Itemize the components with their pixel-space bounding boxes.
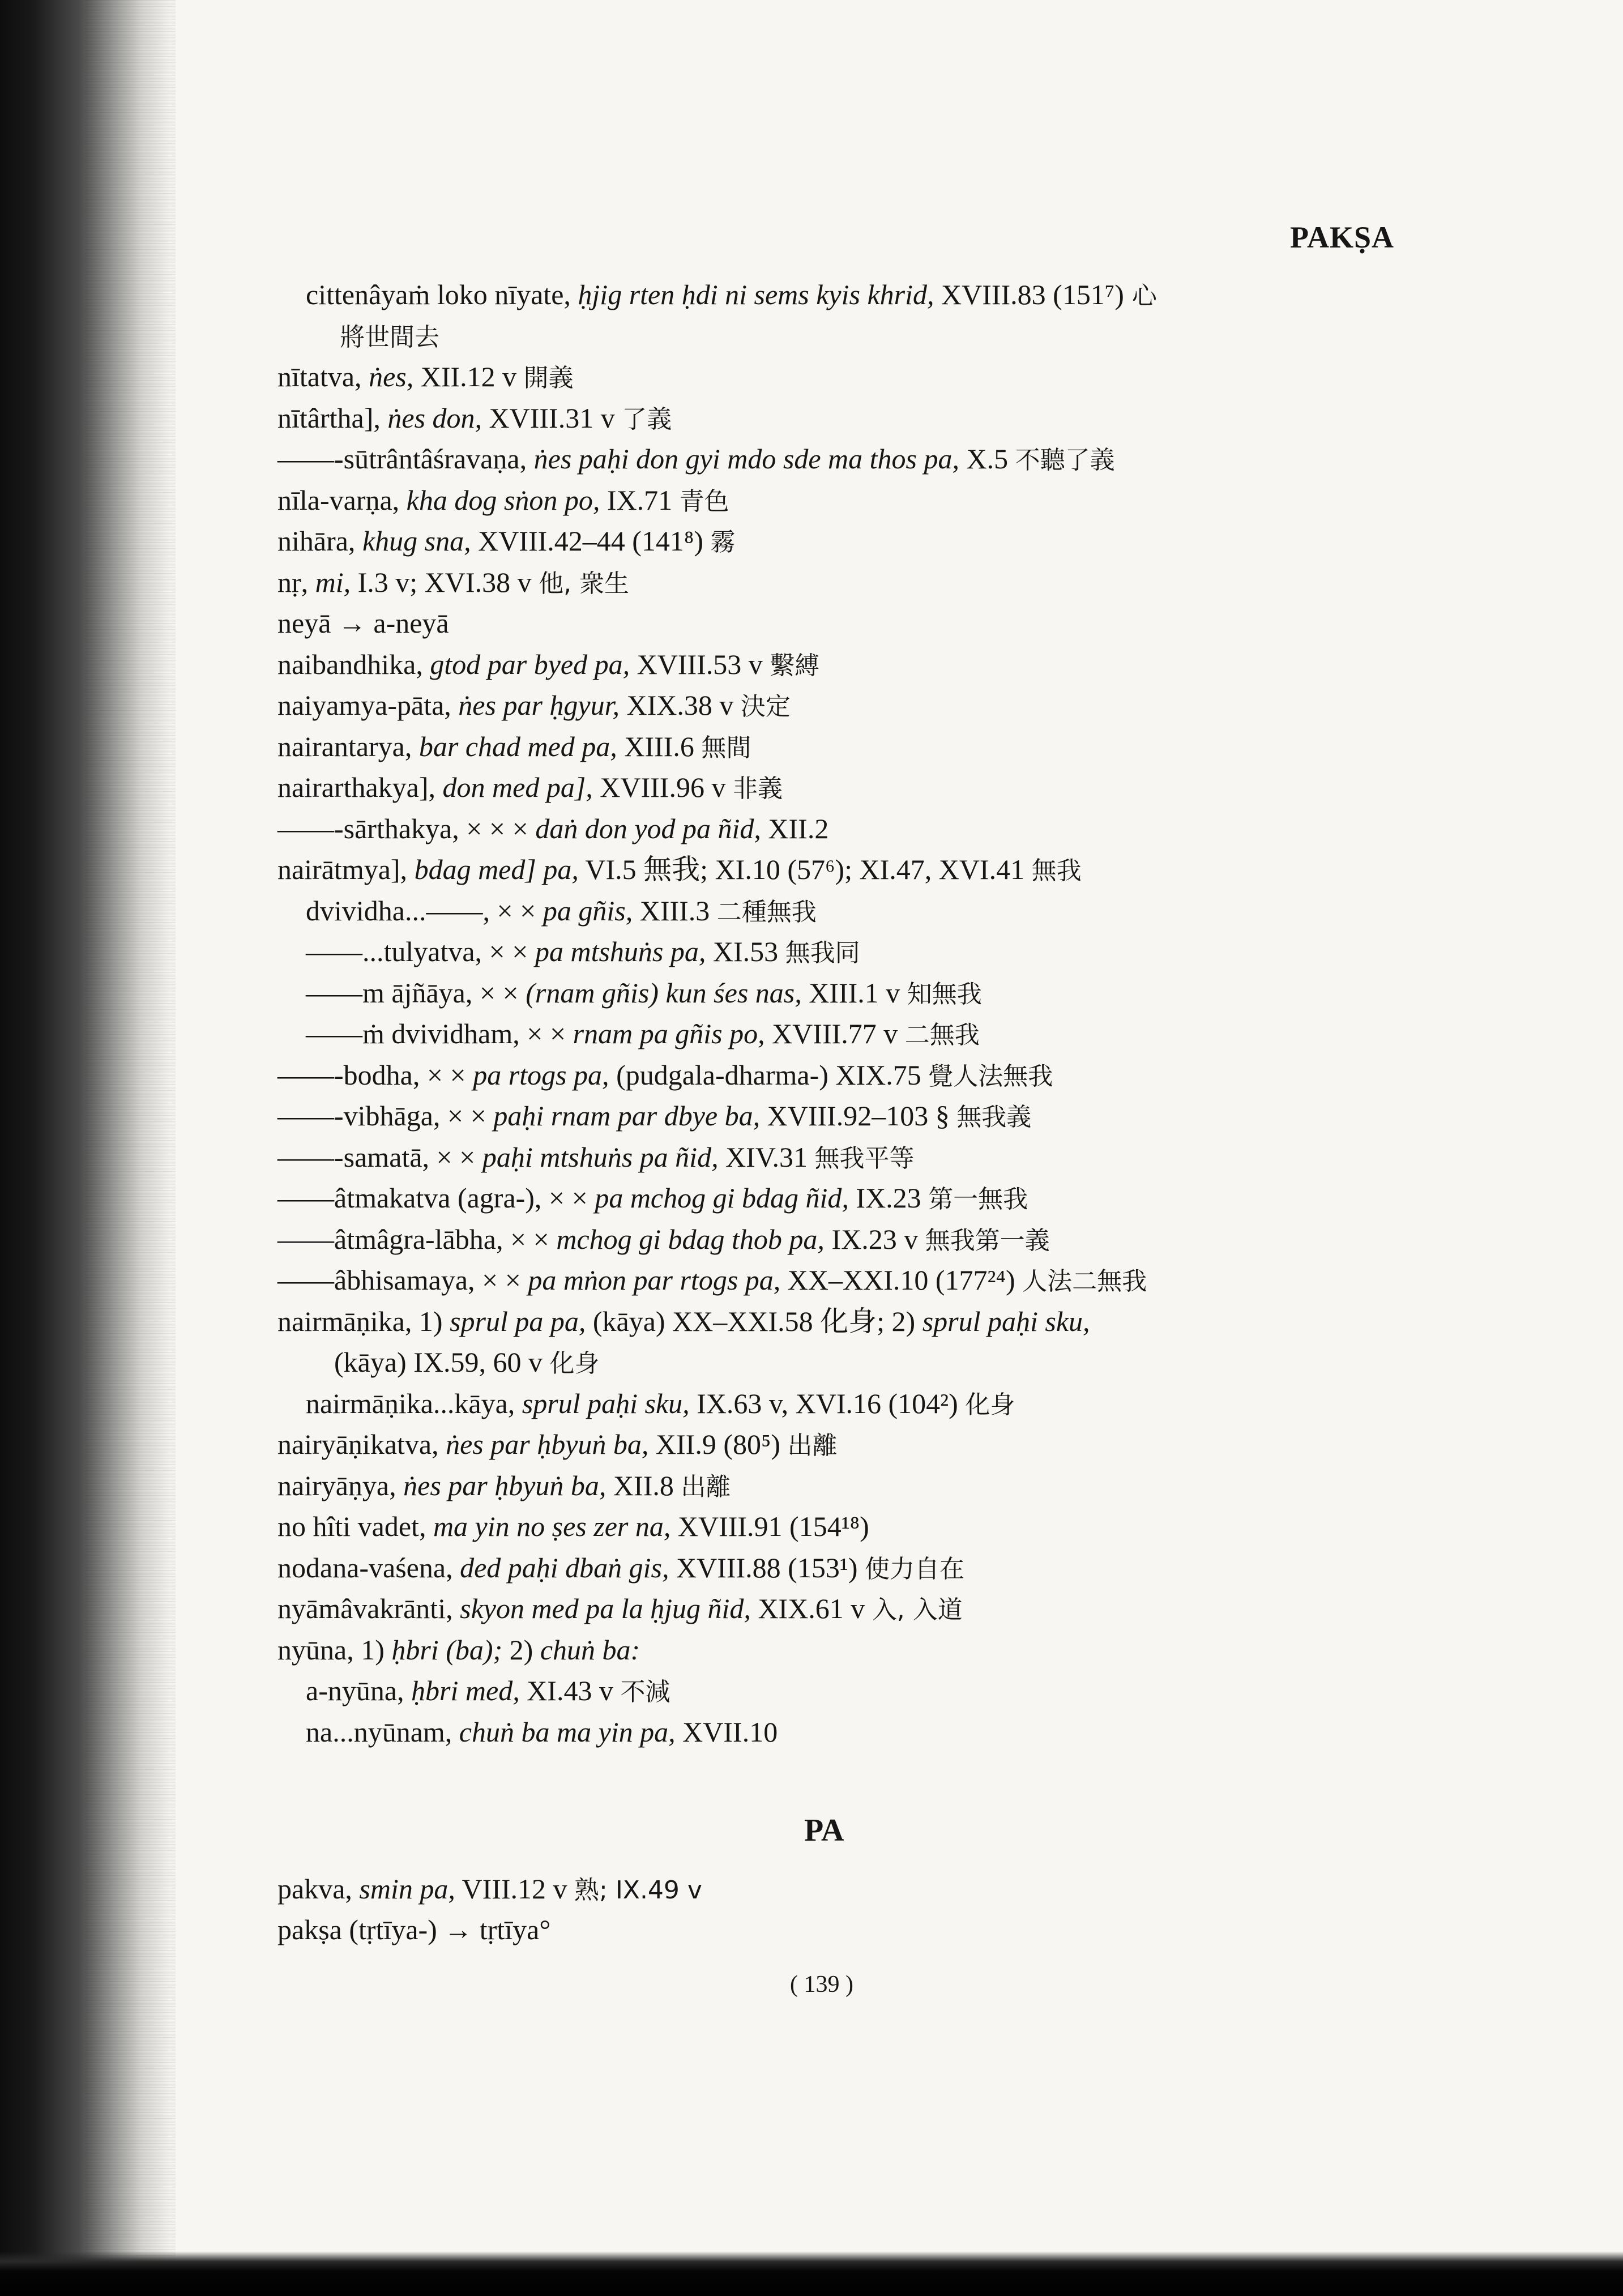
entry-han: 入, 入道	[872, 1595, 963, 1624]
entry-line	[277, 647, 819, 683]
entry-pre: nyāmâvakrānti,	[277, 1593, 460, 1624]
entry-tib: pa mṅon par rtogs pa,	[528, 1264, 781, 1296]
entry-han: 出離	[681, 1472, 731, 1501]
entry-post: XVIII.31 v	[482, 402, 622, 434]
entry-post: 2)	[502, 1633, 540, 1666]
entry-pre: pakṣa (tṛtīya-) → tṛtīya°	[277, 1914, 551, 1945]
entry-pre: na...nyūnam,	[306, 1715, 459, 1748]
entry-line	[277, 360, 574, 395]
entry-pre: ——-bodha, × ×	[277, 1059, 473, 1091]
entry-pre: nairyāṇikatva,	[277, 1428, 446, 1460]
entry-tib: gtod par byed pa,	[430, 648, 630, 680]
entry-pre: ——ṁ dvividham, × ×	[306, 1018, 573, 1049]
page-number: ( 139 )	[790, 1971, 853, 1998]
entry-line	[334, 1345, 599, 1381]
entry-post: XIX.38 v	[620, 689, 741, 721]
entry-han: 人法二無我	[1022, 1267, 1147, 1296]
entry-post: XVIII.53 v	[630, 648, 770, 680]
entry-pre: nītârtha],	[277, 402, 388, 434]
entry-pre: nodana-vaśena,	[277, 1551, 460, 1584]
entry-han: 二無我	[904, 1021, 980, 1049]
entry-tib: mchog gi bdag thob pa,	[556, 1223, 825, 1255]
entry-tib: paḥi mtshuṅs pa ñid,	[482, 1141, 719, 1173]
entry-pre: nītatva,	[277, 361, 369, 392]
entry-line	[277, 729, 751, 765]
entry-line	[306, 1715, 778, 1751]
entry-tib: bdag med] pa,	[414, 853, 579, 885]
entry-tib: ḥbri (ba);	[391, 1633, 503, 1666]
entry-post: XIV.31	[718, 1141, 815, 1173]
entry-han: 不減	[620, 1678, 670, 1706]
entry-pre: nairyāṇya,	[277, 1469, 404, 1501]
entry-han: 心	[1124, 281, 1157, 310]
entry-pre: nīla-varṇa,	[277, 484, 407, 516]
entry-line	[277, 1181, 1028, 1217]
entry-pre: ——-sārthakya, × × ×	[277, 812, 536, 844]
entry-line	[277, 1263, 1147, 1299]
entry-pre: dvividha...——, × ×	[306, 894, 543, 927]
entry-post: XIX.61 v	[750, 1593, 872, 1624]
entry-tib: ṅes don,	[387, 402, 482, 434]
entry-line	[277, 565, 629, 601]
entry-tib: paḥi rnam par dbye ba,	[493, 1100, 761, 1132]
entry-post: IX.23	[848, 1182, 929, 1214]
entry-post: IX.23 v	[824, 1223, 925, 1255]
entry-pre: naibandhika,	[277, 648, 430, 680]
entry-tib: pa mtshuṅs pa,	[535, 936, 706, 967]
entry-post: XIII.1 v	[801, 976, 907, 1009]
entry-pre: ——âbhisamaya, × ×	[277, 1264, 528, 1296]
entry-han: 非義	[732, 774, 783, 803]
entry-post: XII.9 (80⁵)	[648, 1428, 788, 1460]
entry-pre: nairmāṇika, 1)	[277, 1305, 450, 1337]
entry-pre: ——âtmâgra-lābha, × ×	[277, 1223, 557, 1255]
entry-tib: khug sna,	[362, 525, 471, 557]
entry-post: XVIII.96 v	[592, 771, 733, 803]
entry-line	[277, 606, 449, 642]
entry-post: XVIII.77 v	[764, 1018, 905, 1049]
entry-line	[277, 1222, 1050, 1258]
entry-tib: ded paḥi dbaṅ gis,	[460, 1551, 669, 1584]
entry-pre: nairarthakya],	[277, 771, 443, 803]
entry-post: IX.71	[600, 484, 680, 516]
entry-post: XVII.10	[675, 1715, 778, 1748]
entry-post: XIII.3	[633, 894, 717, 927]
entry-han: 繫縛	[770, 651, 820, 680]
entry-han: 將世間去	[340, 322, 439, 352]
entry-line	[277, 1099, 1031, 1134]
entry-post: VIII.12 v	[455, 1873, 575, 1905]
entry-line	[277, 688, 791, 724]
entry-post: XII.12 v	[413, 361, 524, 392]
entry-pre: ——-sūtrântâśravaṇa,	[277, 443, 534, 475]
entry-han: 無我同	[785, 938, 860, 967]
entry-han: 化身	[965, 1390, 1015, 1419]
entry-tib: pa mchog gi bdag ñid,	[595, 1182, 849, 1214]
entry-post: (kāya) XX–XXI.58 化身; 2)	[586, 1305, 922, 1337]
entry-line	[277, 1633, 640, 1667]
entry-tib: ṅes par ḥbyuṅ ba,	[446, 1428, 649, 1460]
entry-pre: neyā → a-neyā	[277, 607, 449, 639]
entry-pre: nairantarya,	[277, 730, 419, 762]
entry-tib: ma yin no ṣes zer na,	[433, 1510, 671, 1542]
entry-tib: chuṅ ba ma yin pa,	[459, 1715, 676, 1748]
entry-han: 他, 衆生	[539, 569, 630, 598]
entry-tib: daṅ don yod pa ñid,	[535, 812, 761, 844]
entry-tib: ḥbri med,	[411, 1675, 520, 1706]
entry-tib: bar chad med pa,	[418, 730, 617, 762]
running-header: PAKṢA	[1290, 220, 1395, 254]
entry-han: 無間	[701, 733, 751, 762]
entry-tib: (rnam gñis) kun śes nas,	[526, 976, 802, 1009]
entry-pre: nairmāṇika...kāya,	[306, 1387, 522, 1419]
entry-pre: nihāra,	[277, 525, 362, 557]
entry-pre: ——-samatā, × ×	[277, 1141, 482, 1173]
entry-line	[277, 1427, 838, 1463]
entry-post: XII.8	[606, 1469, 681, 1501]
entry-han: 第一無我	[928, 1185, 1028, 1214]
entry-han: 了義	[622, 404, 672, 434]
entry-line	[277, 1509, 869, 1545]
entry-pre: nyūna, 1)	[277, 1633, 392, 1666]
entry-han: sprul paḥi sku,	[922, 1305, 1090, 1337]
entry-pre: ——m ājñāya, × ×	[306, 976, 526, 1009]
entry-pre: ——âtmakatva (agra-), × ×	[277, 1182, 595, 1214]
entry-line	[306, 934, 860, 970]
entry-pre: ——-vibhāga, × ×	[277, 1100, 494, 1132]
entry-post: XVIII.88 (153¹)	[669, 1551, 865, 1584]
entry-post: VI.5 無我; XI.10 (57⁶); XI.47, XVI.41	[578, 853, 1032, 885]
entry-line	[277, 442, 1115, 477]
entry-post: XVIII.92–103 §	[760, 1100, 957, 1132]
entry-tib: ṅes,	[369, 361, 414, 392]
entry-line	[277, 524, 736, 560]
entry-post: (pudgala-dharma-) XIX.75	[609, 1059, 929, 1091]
entry-line	[277, 852, 1082, 888]
entry-pre: cittenâyaṁ loko nīyate,	[306, 279, 578, 310]
entry-pre: a-nyūna,	[306, 1675, 412, 1706]
entry-han: 無我平等	[814, 1143, 915, 1173]
entry-post: I.3 v; XVI.38 v	[351, 566, 539, 598]
entry-tib: ṅes par ḥbyuṅ ba,	[403, 1469, 607, 1501]
entry-line	[277, 1872, 702, 1907]
entry-line	[306, 278, 1157, 313]
entry-pre: nṛ,	[277, 566, 315, 598]
entry-line	[277, 401, 672, 437]
entry-han: 化身	[549, 1349, 600, 1378]
entry-tib: smin pa,	[359, 1873, 455, 1905]
entry-pre: nairātmya],	[277, 853, 415, 885]
entry-han: 開義	[523, 364, 574, 392]
entry-post: XVIII.42–44 (141⁸)	[471, 525, 711, 557]
entry-line	[306, 976, 982, 1012]
entry-tib: sprul paḥi sku,	[522, 1387, 690, 1419]
entry-han: 無我義	[956, 1103, 1032, 1132]
entry-line	[340, 319, 439, 355]
entry-pre: naiyamya-pāta,	[277, 689, 459, 721]
entry-post: XI.53	[706, 936, 785, 967]
entry-han: 二種無我	[716, 897, 817, 927]
entry-line	[277, 812, 828, 847]
entry-pre: no hîti vadet,	[277, 1510, 433, 1542]
entry-tib: skyon med pa la ḥjug ñid,	[460, 1593, 751, 1624]
entry-han: 決定	[740, 692, 791, 721]
entry-tib: rnam pa gñis po,	[573, 1018, 765, 1049]
entry-han: 知無我	[907, 979, 982, 1009]
entry-line	[277, 1591, 963, 1627]
entry-han: 使力自在	[864, 1554, 964, 1584]
entry-line	[306, 1017, 980, 1052]
entry-post: IX.63 v, XVI.16 (104²)	[689, 1387, 966, 1419]
entry-pre: (kāya) IX.59, 60 v	[334, 1346, 550, 1378]
entry-han: 霧	[710, 528, 736, 557]
entry-han: 無我第一義	[925, 1226, 1050, 1255]
entry-line	[306, 1674, 670, 1709]
entry-tib: mi,	[315, 566, 351, 598]
entry-line	[277, 1469, 731, 1504]
entry-post: XI.43 v	[519, 1675, 621, 1706]
entry-line	[277, 1913, 550, 1948]
entry-post: X.5	[959, 443, 1015, 475]
entry-post: XVIII.83 (151⁷)	[934, 279, 1124, 310]
entry-post: XX–XXI.10 (177²⁴)	[780, 1264, 1023, 1296]
entry-post: XIII.6	[617, 730, 702, 762]
entry-post: XVIII.91 (154¹⁸)	[670, 1510, 869, 1542]
entry-tib: kha dog sṅon po,	[406, 484, 600, 516]
entry-line	[277, 770, 783, 806]
entry-tib: pa gñis,	[543, 894, 633, 927]
entry-han: 覺人法無我	[928, 1061, 1053, 1091]
entry-han: chuṅ ba:	[540, 1633, 640, 1666]
entry-pre: pakva,	[277, 1873, 360, 1905]
entry-han: 青色	[679, 486, 729, 516]
entry-line	[277, 1140, 915, 1176]
entry-tib: sprul pa pa,	[450, 1305, 586, 1337]
entry-tib: ḥjig rten ḥdi ni sems kyis khrid,	[578, 279, 934, 310]
entry-tib: ṅes par ḥgyur,	[458, 689, 620, 721]
entry-line	[277, 1058, 1053, 1094]
entry-han: 無我	[1031, 856, 1082, 885]
entry-han: 熟; IX.49 v	[574, 1876, 702, 1905]
entry-line	[306, 1386, 1015, 1422]
entry-pre: ——...tulyatva, × ×	[306, 936, 535, 967]
entry-tib: don med pa],	[442, 771, 593, 803]
entry-han: 不聽了義	[1015, 446, 1115, 475]
section-heading: PA	[804, 1813, 844, 1848]
entry-line	[277, 1304, 1090, 1338]
entry-line	[277, 1551, 964, 1586]
entry-tib: ṅes paḥi don gyi mdo sde ma thos pa,	[533, 443, 959, 475]
entry-line	[277, 483, 729, 519]
entry-tib: pa rtogs pa,	[473, 1059, 609, 1091]
entry-han: 出離	[787, 1431, 838, 1460]
entry-post: XII.2	[761, 812, 829, 844]
entry-line	[306, 894, 817, 929]
